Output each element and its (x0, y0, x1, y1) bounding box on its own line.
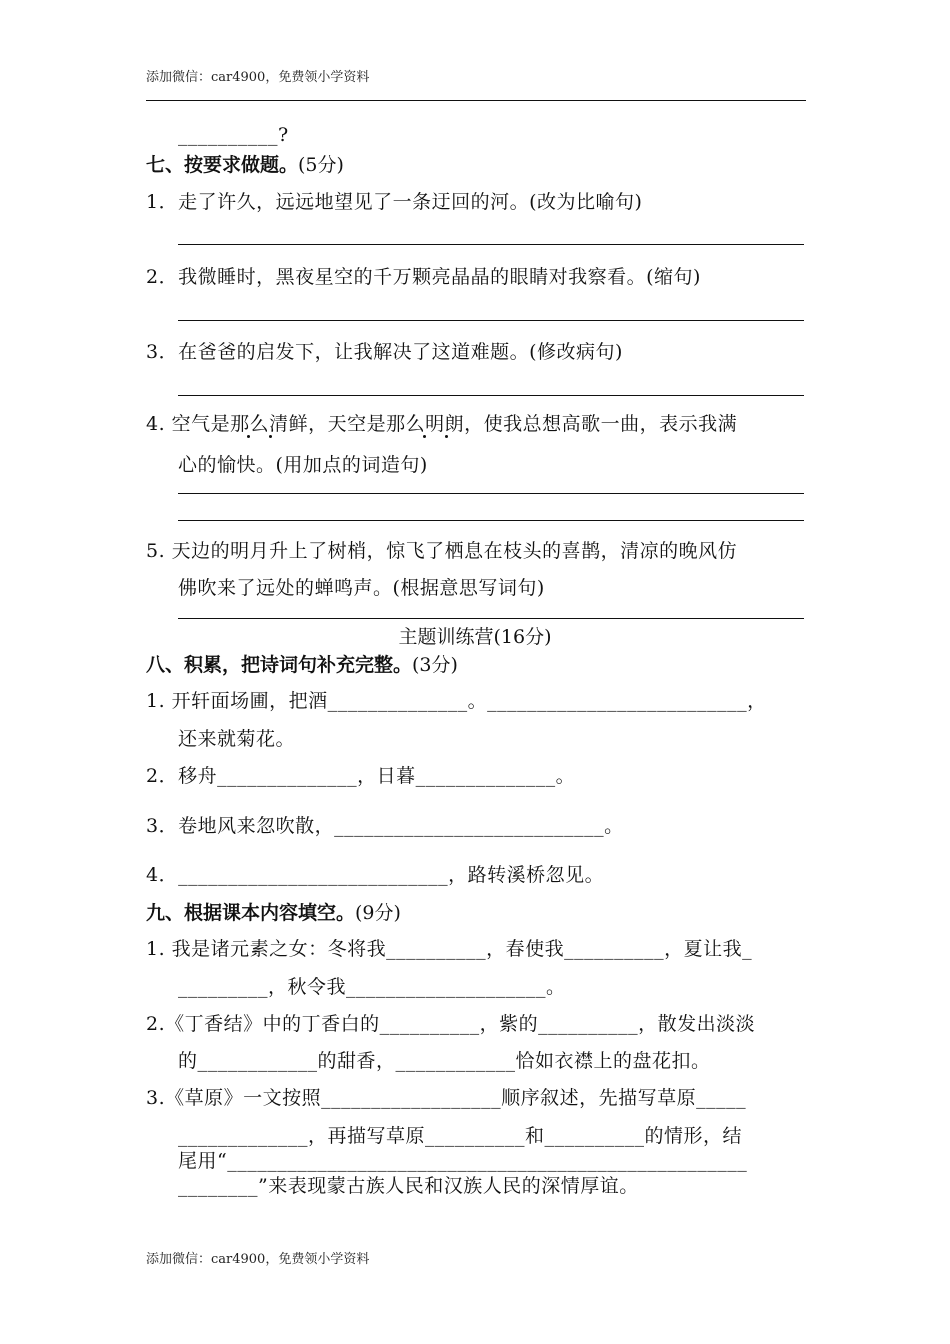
emphasis-dot (423, 435, 426, 438)
s9-question-3-line-2: _____________，再描写草原__________和__________的情形，结 (178, 1125, 743, 1147)
top-continuation: __________? (178, 124, 289, 146)
s7-question-3: 3．在爸爸的启发下，让我解决了这道难题。(修改病句) (146, 341, 623, 363)
section-7-points: (5分) (298, 154, 344, 176)
s7-question-1: 1．走了许久，远远地望见了一条迂回的河。(改为比喻句) (146, 191, 643, 213)
s9-question-1-line-1: 1. 我是诸元素之女：冬将我__________，春使我__________，夏让我_ (146, 938, 753, 960)
s7-question-5-line-1: 5. 天边的明月升上了树梢，惊飞了栖息在枝头的喜鹊，清凉的晚风仿 (146, 540, 738, 562)
section-8-heading (146, 650, 458, 677)
s9-question-2-line-2: 的____________的甜香，____________恰如衣襟上的盘花扣。 (178, 1050, 711, 1072)
emphasis-dot (269, 435, 272, 438)
s8-question-1-line-2: 还来就菊花。 (178, 728, 296, 750)
s7-question-4-line-1: 4. 空气是那么清鲜，天空是那么明朗，使我总想高歌一曲，表示我满 (146, 413, 738, 435)
emphasis-dot (247, 435, 250, 438)
s7-q4-answer-line-2 (178, 520, 804, 521)
s7-q3-answer-line (178, 395, 804, 396)
s8-question-4: 4．___________________________，路转溪桥忽见。 (146, 864, 605, 886)
s7-q2-answer-line (178, 320, 804, 321)
s7-question-5-line-2: 佛吹来了远处的蝉鸣声。(根据意思写词句) (178, 577, 545, 599)
s7-q4-answer-line-1 (178, 493, 804, 494)
page-header: 添加微信：car4900，免费领小学资料 (146, 70, 370, 85)
section-8-title: 八、积累，把诗词句补充完整。 (146, 654, 413, 676)
s7-question-4-line-2: 心的愉快。(用加点的词造句) (178, 454, 428, 476)
s8-question-3: 3．卷地风来忽吹散，___________________________。 (146, 815, 624, 837)
section-8-points: (3分) (412, 654, 458, 676)
header-divider (146, 100, 806, 101)
s7-q5-answer-line (178, 618, 804, 619)
section-9-heading (146, 898, 401, 925)
section-9-points: (9分) (355, 902, 401, 924)
s7-question-2: 2．我微睡时，黑夜星空的千万颗亮晶晶的眼睛对我察看。(缩句) (146, 266, 701, 288)
camp-title: 主题训练营(16分) (398, 626, 552, 648)
s9-question-3-line-1: 3.《草原》一文按照__________________顺序叙述，先描写草原_____ (146, 1087, 747, 1109)
s9-question-1-line-2: _________，秋令我____________________。 (178, 976, 566, 998)
section-7-title: 七、按要求做题。 (146, 154, 299, 176)
s9-question-3-line-4: ________”来表现蒙古族人民和汉族人民的深情厚谊。 (178, 1175, 639, 1197)
section-7-heading (146, 150, 344, 177)
s7-q1-answer-line (178, 244, 804, 245)
s9-question-3-line-3: 尾用“____________________________________________________ (178, 1150, 748, 1172)
section-9-title: 九、根据课本内容填空。 (146, 902, 356, 924)
s8-question-2: 2．移舟______________，日暮______________。 (146, 765, 576, 787)
s9-question-2-line-1: 2.《丁香结》中的丁香白的__________，紫的__________，散发出淡淡 (146, 1013, 756, 1035)
emphasis-dot (445, 435, 448, 438)
page-footer: 添加微信：car4900，免费领小学资料 (146, 1252, 370, 1267)
s8-question-1-line-1: 1. 开轩面场圃，把酒______________。__________________________， (146, 690, 767, 712)
